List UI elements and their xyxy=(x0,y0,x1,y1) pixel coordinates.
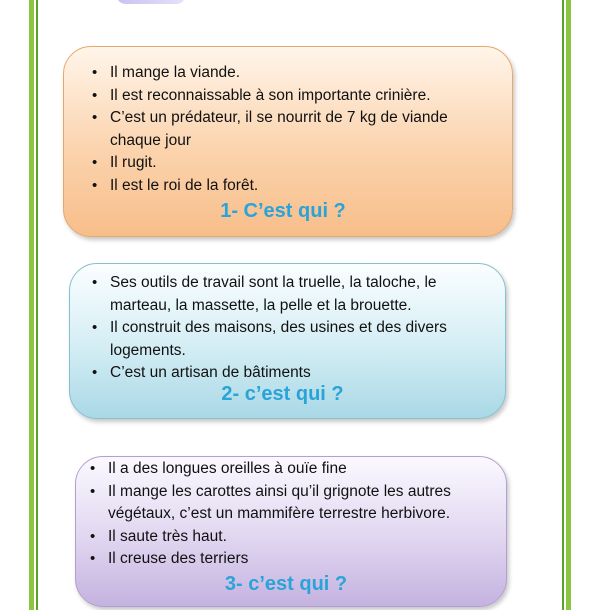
page-border-right xyxy=(566,0,571,610)
clue-text: Il construit des maisons, des usines et des divers logements. xyxy=(110,319,447,359)
clue-text: Il est reconnaissable à son importante crinière. xyxy=(110,86,431,104)
clue-list-2 xyxy=(90,272,489,385)
clue-item xyxy=(88,526,494,549)
clue-text: Il saute très haut. xyxy=(108,527,227,545)
clue-item xyxy=(90,85,494,108)
clue-text: C’est un prédateur, il se nourrit de 7 kg de viande chaque jour xyxy=(110,109,448,149)
bullet-icon: • xyxy=(90,482,96,500)
clue-item xyxy=(90,62,494,85)
clue-item xyxy=(90,152,494,175)
clue-item xyxy=(88,548,494,571)
clue-text: Il rugit. xyxy=(110,154,157,171)
riddle-card-3 xyxy=(75,456,507,607)
clue-list-3 xyxy=(88,458,494,571)
bullet-icon: • xyxy=(92,154,98,171)
bullet-icon: • xyxy=(92,64,98,81)
clue-item xyxy=(90,107,494,152)
clue-text: Il mange les carottes ainsi qu’il grignote les autres végétaux, c’est un mammifère terrestre herbivore. xyxy=(108,482,451,522)
bullet-icon: • xyxy=(90,527,96,545)
riddle-card-1 xyxy=(63,46,513,237)
bullet-icon: • xyxy=(92,86,98,104)
bullet-icon: • xyxy=(92,319,98,336)
clue-text: Il mange la viande. xyxy=(110,64,241,81)
clue-item xyxy=(90,317,489,362)
bullet-icon: • xyxy=(90,550,96,567)
question-title-1: 1- C’est qui ? xyxy=(220,200,346,222)
bullet-icon: • xyxy=(92,364,98,381)
page-border-left xyxy=(29,0,34,610)
clue-item xyxy=(90,175,494,198)
clue-item xyxy=(90,362,489,385)
bullet-icon: • xyxy=(90,460,96,477)
bullet-icon: • xyxy=(92,109,98,126)
clue-text: C’est un artisan de bâtiments xyxy=(110,364,311,381)
clue-item xyxy=(88,458,494,481)
bullet-icon: • xyxy=(92,176,98,194)
question-title-2: 2- c’est qui ? xyxy=(221,383,344,405)
clue-text: Il est le roi de la forêt. xyxy=(110,176,259,194)
clue-text: Il a des longues oreilles à ouïe fine xyxy=(108,460,347,477)
question-title-3: 3- c’est qui ? xyxy=(224,573,348,595)
clue-list-1 xyxy=(90,62,494,197)
clue-text: Ses outils de travail sont la truelle, la taloche, le marteau, la massette, la pelle et la brouette. xyxy=(110,274,437,314)
clue-item xyxy=(90,272,489,317)
clue-item xyxy=(88,481,494,526)
top-decoration xyxy=(116,0,186,4)
clue-text: Il creuse des terriers xyxy=(108,550,249,567)
riddle-card-2 xyxy=(69,263,506,419)
bullet-icon: • xyxy=(92,274,98,291)
